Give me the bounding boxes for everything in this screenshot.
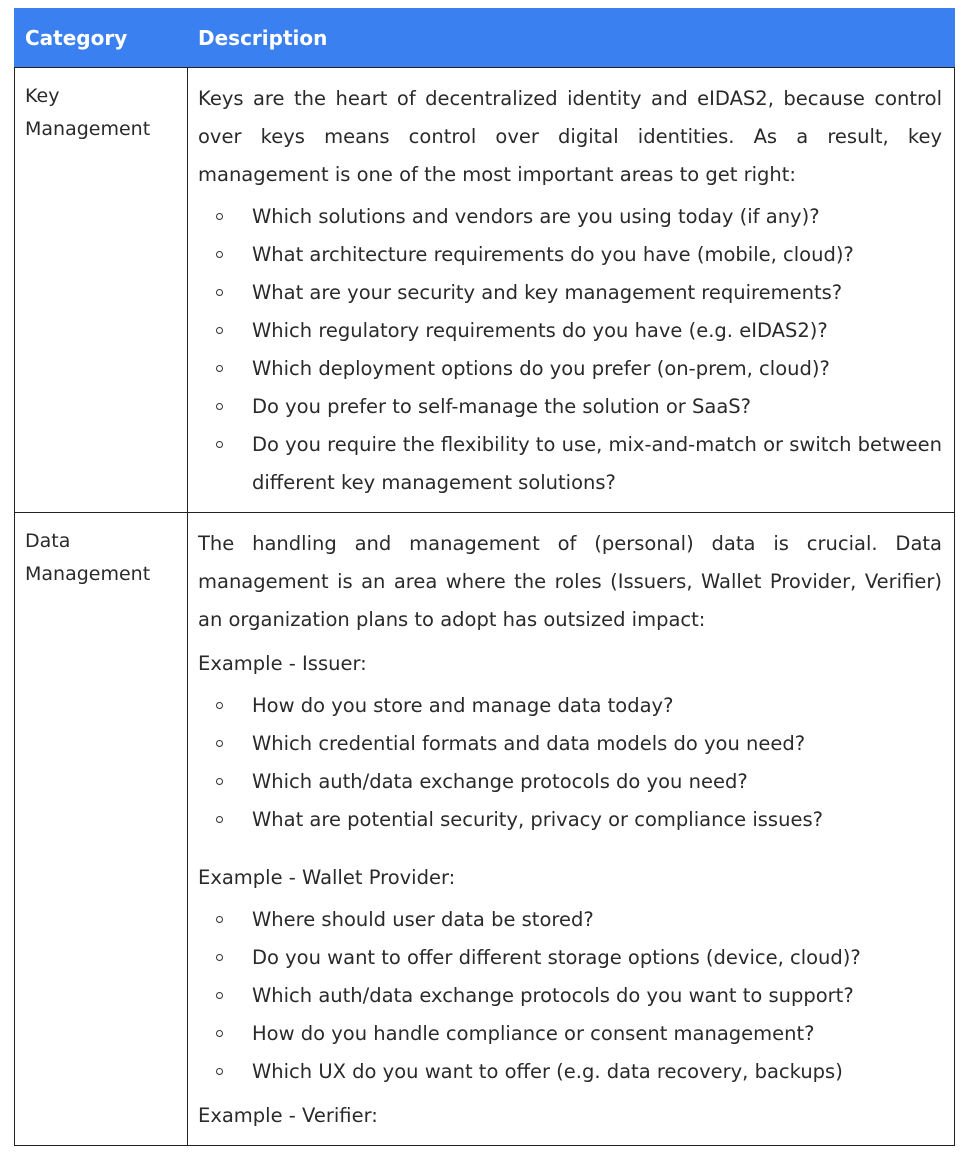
category-label: Key [25,85,60,107]
list-item-text: Where should user data be stored? [252,908,594,931]
circle-bullet-icon [216,778,223,785]
circle-bullet-icon [216,816,223,823]
list-item [198,901,942,939]
category-label: Management [25,563,151,585]
circle-bullet-icon [216,441,223,448]
list-item-text: What architecture requirements do you have (mobile, cloud)? [252,243,854,266]
list-item-text: Which solutions and vendors are you using today (if any)? [252,205,820,228]
list-item [198,350,942,388]
table-header [15,9,955,68]
list-item [198,939,942,977]
circle-bullet-icon [216,1068,223,1075]
circle-bullet-icon [216,954,223,961]
header-description: Description [188,9,955,68]
header-category: Category [15,9,188,68]
header-row [15,9,955,68]
description-intro: Keys are the heart of decentralized identity and eIDAS2, because control over keys means control over digital identities. As a result, key management is one of the most important areas to get right: [198,87,942,186]
example-label-verifier: Example - Verifier: [198,1104,378,1127]
example-label-issuer: Example - Issuer: [198,652,367,675]
list-item [198,725,942,763]
description-intro: The handling and management of (personal) data is crucial. Data management is an area where the roles (Issuers, Wallet Provider, Verifier) an organization plans to adopt has outsized impact: [198,532,942,631]
circle-bullet-icon [216,992,223,999]
circle-bullet-icon [216,740,223,747]
list-item-text: Which UX do you want to offer (e.g. data recovery, backups) [252,1060,843,1083]
list-item-text: Do you require the flexibility to use, mix-and-match or switch between different key management solutions? [252,433,942,494]
list-item-text: Do you want to offer different storage options (device, cloud)? [252,946,861,969]
circle-bullet-icon [216,403,223,410]
bullet-list [198,687,942,839]
list-item [198,274,942,312]
list-item-text: How do you store and manage data today? [252,694,674,717]
bullet-list [198,901,942,1091]
list-item [198,687,942,725]
bullet-list [198,198,942,502]
circle-bullet-icon [216,213,223,220]
list-item-text: How do you handle compliance or consent management? [252,1022,815,1045]
circle-bullet-icon [216,251,223,258]
example-label-wallet-provider: Example - Wallet Provider: [198,866,456,889]
category-label: Management [25,118,151,140]
circle-bullet-icon [216,916,223,923]
list-item [198,1015,942,1053]
circle-bullet-icon [216,702,223,709]
list-item [198,236,942,274]
circle-bullet-icon [216,289,223,296]
description-cell [188,513,955,1146]
list-item [198,763,942,801]
circle-bullet-icon [216,327,223,334]
list-item-text: Do you prefer to self-manage the solution or SaaS? [252,395,751,418]
list-item-text: Which deployment options do you prefer (on-prem, cloud)? [252,357,830,380]
category-cell [15,513,188,1146]
list-item [198,388,942,426]
list-item-text: Which regulatory requirements do you have (e.g. eIDAS2)? [252,319,828,342]
assessment-table [14,8,955,1146]
circle-bullet-icon [216,365,223,372]
category-cell [15,68,188,513]
description-cell [188,68,955,513]
list-item [198,1053,942,1091]
list-item-text: Which credential formats and data models do you need? [252,732,806,755]
table-row-key-management [15,68,955,513]
circle-bullet-icon [216,1030,223,1037]
category-label: Data [25,530,71,552]
list-item-text: What are potential security, privacy or compliance issues? [252,808,823,831]
document-page [14,8,954,1146]
list-item-text: Which auth/data exchange protocols do you want to support? [252,984,854,1007]
list-item [198,977,942,1015]
table-row-data-management [15,513,955,1146]
list-item [198,312,942,350]
list-item [198,198,942,236]
list-item [198,426,942,502]
list-item-text: Which auth/data exchange protocols do you need? [252,770,748,793]
list-item-text: What are your security and key management requirements? [252,281,843,304]
list-item [198,801,942,839]
